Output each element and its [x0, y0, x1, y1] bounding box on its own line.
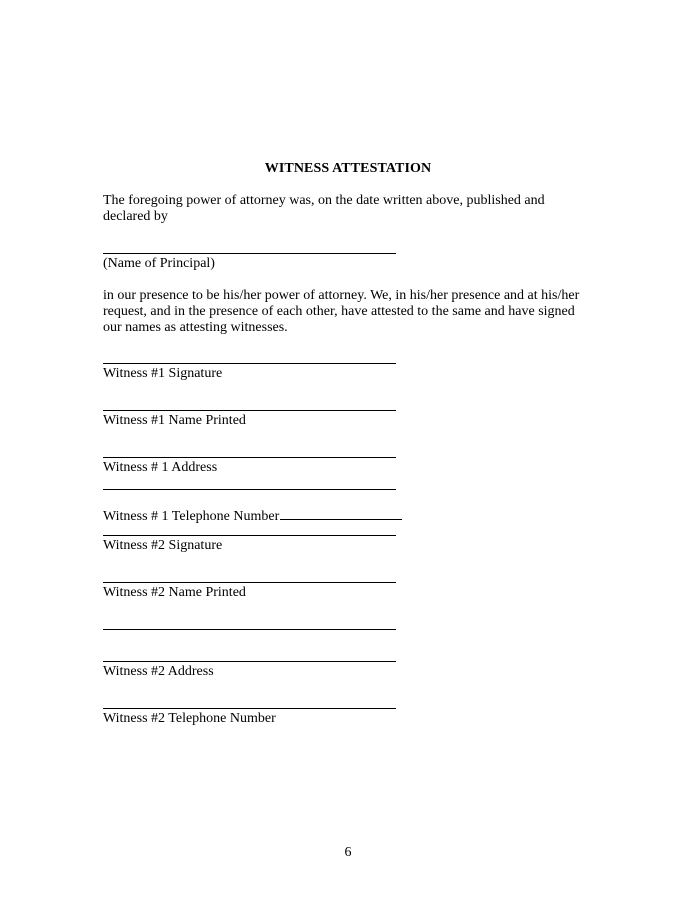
witness1-name-line[interactable]: [103, 410, 396, 411]
witness1-telephone-line[interactable]: [280, 507, 402, 520]
page-title: WITNESS ATTESTATION: [264, 161, 432, 176]
witness2-signature-line[interactable]: [103, 535, 396, 536]
witness1-address-line-2[interactable]: [103, 489, 396, 490]
witness1-telephone-label: Witness # 1 Telephone Number: [103, 509, 280, 524]
witness1-address-line[interactable]: [103, 457, 396, 458]
principal-name-line[interactable]: [103, 253, 396, 254]
principal-name-label: (Name of Principal): [103, 256, 215, 271]
page-number: 6: [344, 845, 352, 860]
witness2-telephone-label: Witness #2 Telephone Number: [103, 711, 276, 726]
witness1-signature-line[interactable]: [103, 363, 396, 364]
witness1-telephone-row: [103, 507, 402, 525]
witness2-signature-label: Witness #2 Signature: [103, 538, 223, 553]
witness2-address-label: Witness #2 Address: [103, 664, 214, 679]
presence-paragraph: in our presence to be his/her power of attorney. We, in his/her presence and at his/her request, and in the presence of each other, have attested to the same and have signed our names as attesting witnesses.: [103, 288, 580, 335]
witness1-address-label: Witness # 1 Address: [103, 460, 218, 475]
witness2-address-line[interactable]: [103, 661, 396, 662]
witness1-name-label: Witness #1 Name Printed: [103, 413, 246, 428]
witness2-name-line[interactable]: [103, 582, 396, 583]
witness1-signature-label: Witness #1 Signature: [103, 366, 223, 381]
witness2-extra-line[interactable]: [103, 629, 396, 630]
witness2-telephone-line[interactable]: [103, 708, 396, 709]
intro-paragraph: The foregoing power of attorney was, on the date written above, published and declared by: [103, 193, 545, 224]
witness2-name-label: Witness #2 Name Printed: [103, 585, 246, 600]
